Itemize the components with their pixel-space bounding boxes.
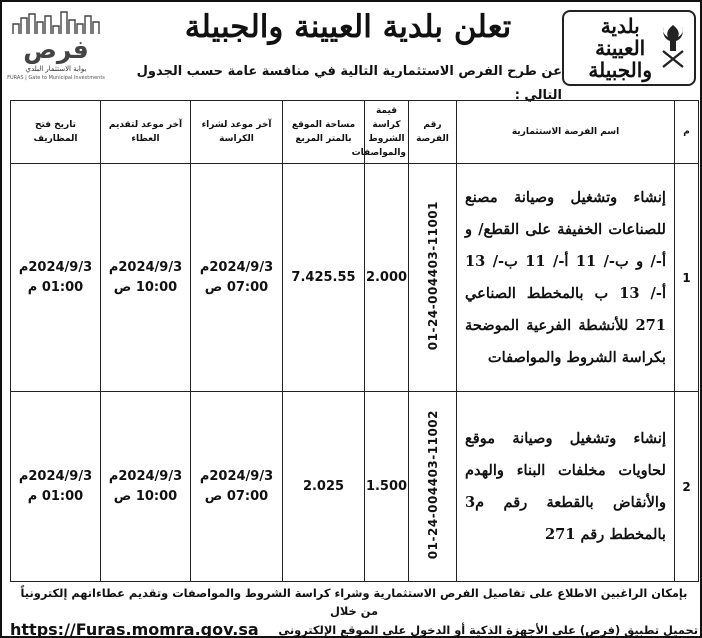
logo-line: العيينة	[595, 36, 646, 60]
logo-line: بلدية	[600, 14, 640, 38]
furas-arabic-tagline: بوابة الاستثمار البلدي	[25, 65, 87, 73]
column-header: قيمة كراسة الشروط والمواصفات	[365, 101, 409, 164]
municipality-logo	[562, 10, 696, 86]
time-text: 01:00 م	[27, 279, 84, 295]
row-number: 2	[675, 392, 699, 582]
table-row	[11, 392, 699, 582]
opportunity-number: 01-24-004403-11002	[425, 410, 440, 560]
column-header: مساحة الموقع بالمتر المربع	[283, 101, 365, 164]
site-area: 2.025	[283, 392, 365, 582]
table-row	[11, 164, 699, 392]
skyline-icon	[11, 10, 101, 36]
furas-wordmark: فرص	[23, 35, 89, 64]
opportunity-name: إنشاء وتشغيل وصيانة موقع لحاويات مخلفات البناء والهدم والأنقاض بالقطعة رقم م3 بالمخطط رقم 271	[457, 392, 675, 582]
date-text: 2024/9/3م	[18, 468, 93, 484]
opportunity-number-cell	[409, 164, 457, 392]
logo-line: والجبيلة	[588, 58, 652, 82]
row-number: 1	[675, 164, 699, 392]
saudi-emblem-icon	[656, 19, 690, 77]
date-text: 2024/9/3م	[18, 259, 93, 275]
footer-line-container	[10, 620, 698, 638]
opportunity-number-cell	[409, 392, 457, 582]
time-text: 10:00 ص	[113, 488, 178, 504]
booklet-deadline	[191, 164, 283, 392]
date-text: 2024/9/3م	[108, 259, 183, 275]
date-text: 2024/9/3م	[199, 259, 274, 275]
furas-english-tagline: FURAS | Gate to Municipal Investments	[7, 75, 105, 81]
date-text: 2024/9/3م	[108, 468, 183, 484]
booklet-value: 2.000	[365, 164, 409, 392]
column-header: م	[675, 101, 699, 164]
column-header: آخر موعد لتقديم العطاء	[101, 101, 191, 164]
time-text: 10:00 ص	[113, 279, 178, 295]
footer-line: تحميل تطبيق (فرص) على الأجهزة الذكية أو الدخول على الموقع الإلكتروني	[278, 623, 698, 637]
opportunity-name: إنشاء وتشغيل وصيانة مصنع للصناعات الخفيفة على القطع/ و أ-/ و ب-/ 11 أ-/ 11 ب-/ 13 أ-/ 13 ب بالمخطط الصناعي 271 للأنشطة الفرعية الموضحة بكراسة الشروط والمواصفات	[457, 164, 675, 392]
column-header: اسم الفرصة الاستثمارية	[457, 101, 675, 164]
time-text: 01:00 م	[27, 488, 84, 504]
booklet-value: 1.500	[365, 392, 409, 582]
submission-deadline	[101, 164, 191, 392]
opportunities-table	[10, 100, 699, 582]
page-title: تعلن بلدية العيينة والجبيلة	[184, 9, 512, 45]
envelope-opening-date	[11, 164, 101, 392]
envelope-opening-date	[11, 392, 101, 582]
column-header: آخر موعد لشراء الكراسة	[191, 101, 283, 164]
page-subtitle: عن طرح الفرص الاستثمارية التالية في منافسة عامة حسب الجدول التالي :	[136, 64, 562, 103]
website-link[interactable]: https://Furas.momra.gov.sa	[10, 620, 259, 638]
date-text: 2024/9/3م	[199, 468, 274, 484]
header	[2, 2, 702, 114]
time-text: 07:00 ص	[204, 488, 269, 504]
footer-note	[10, 584, 698, 638]
submission-deadline	[101, 392, 191, 582]
opportunity-number: 01-24-004403-11001	[425, 201, 440, 351]
time-text: 07:00 ص	[204, 279, 269, 295]
column-header: تاريخ فتح المظاريف	[11, 101, 101, 164]
table-header-row	[11, 101, 699, 164]
furas-logo	[8, 10, 104, 96]
column-header: رقم الفرصة	[409, 101, 457, 164]
footer-line: بإمكان الراغبين الاطلاع على تفاصيل الفرص الاستثمارية وشراء كراسة الشروط والمواصفات وتقديم عطاءاتهم إلكترونياً من خلال	[20, 586, 688, 618]
booklet-deadline	[191, 392, 283, 582]
site-area: 7.425.55	[283, 164, 365, 392]
